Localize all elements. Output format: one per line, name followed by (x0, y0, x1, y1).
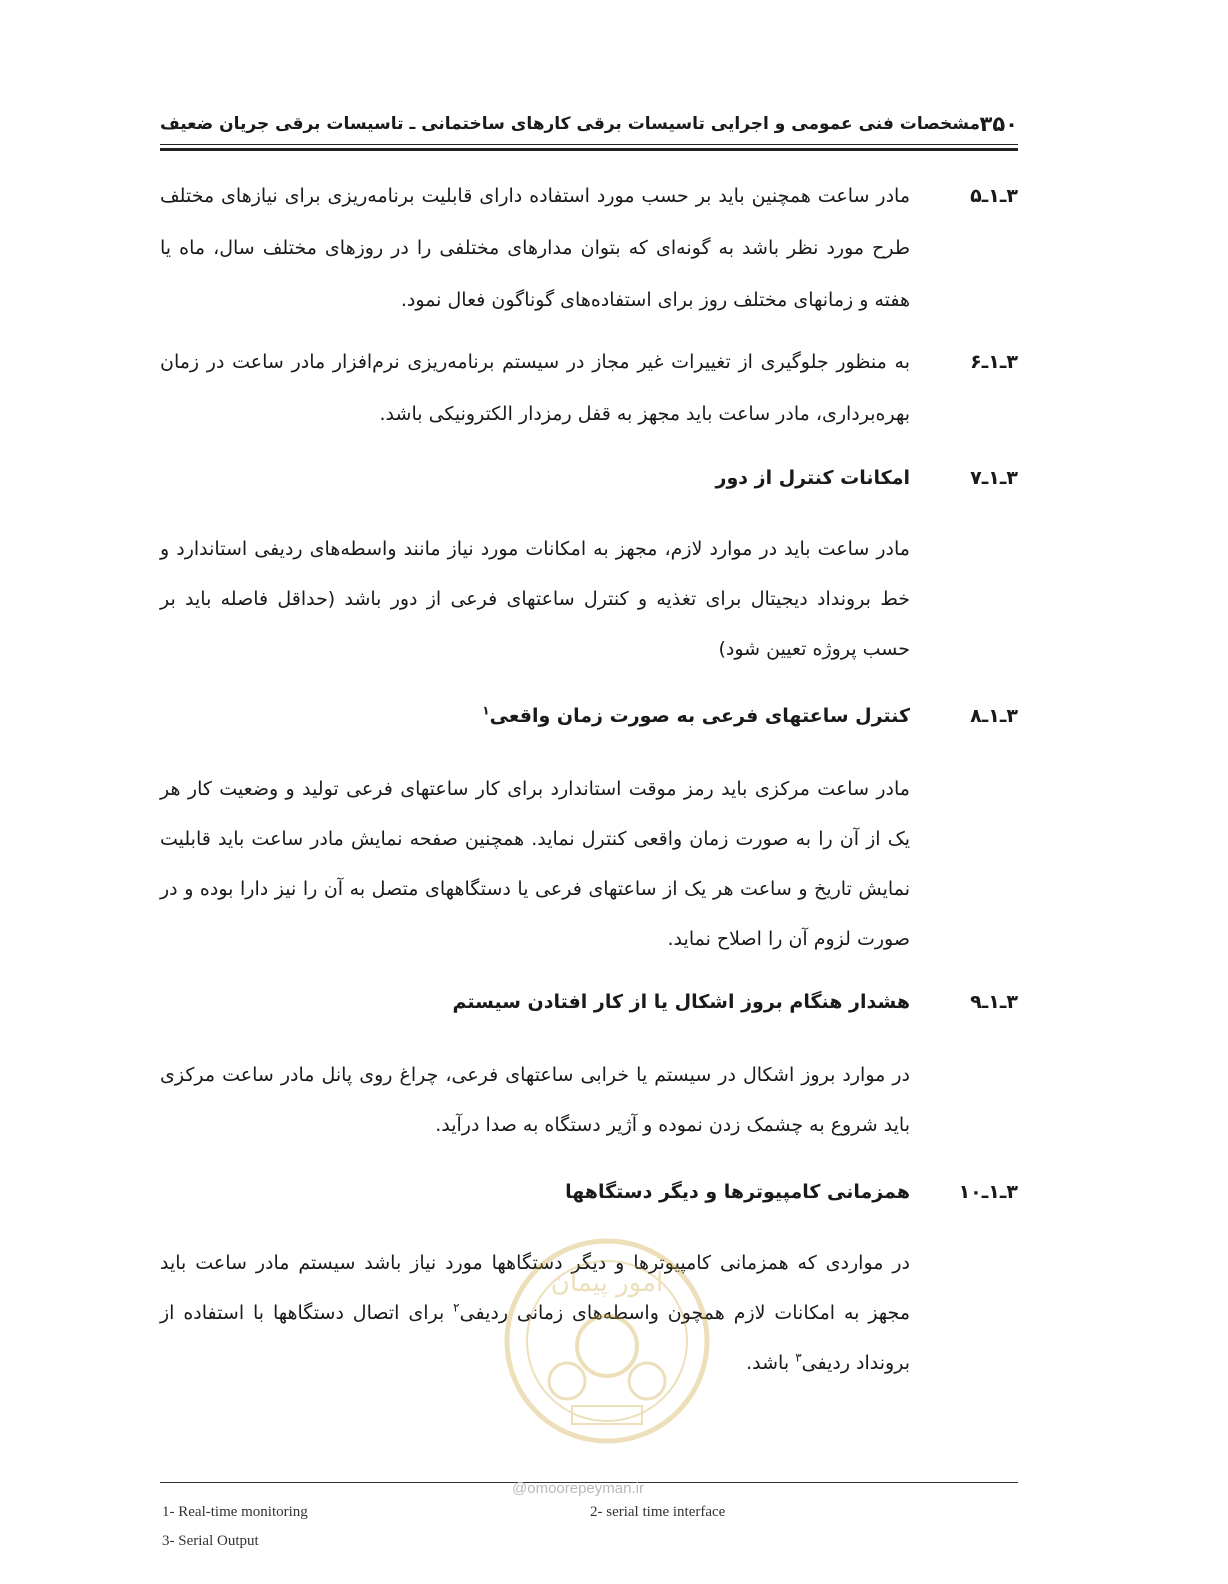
section-number: ۳ـ۱ـ۷ (970, 467, 1018, 489)
footnote-3: 3- Serial Output (162, 1533, 259, 1549)
section-3-1-9-text: در موارد بروز اشکال در سیستم یا خرابی ساعتهای فرعی، چراغ روی پانل مادر ساعت مرکزی باید شروع به چشمک زدن نموده و آژیر دستگاه به صدا درآید. (160, 1064, 910, 1136)
section-text: مادر ساعت همچنین باید بر حسب مورد استفاده دارای قابلیت برنامه‌ریزی برای نیازهای مختلف طرح مورد نظر باشد به گونه‌ای که بتوان مدارهای مختلفی را در روزهای مختلف سال، ماه یا هفته و زمانهای مختلف روز برای استفاده‌های گوناگون فعال نمود. (160, 185, 910, 311)
section-3-1-9 (160, 976, 1018, 1028)
section-heading (160, 690, 910, 742)
section-3-1-8 (160, 690, 1018, 742)
section-3-1-10 (160, 1166, 1018, 1218)
section-heading: همزمانی کامپیوترها و دیگر دستگاهها (565, 1181, 910, 1203)
footnote-1: 1- Real-time monitoring (162, 1504, 308, 1520)
page-number: ۳۵۰ (979, 112, 1018, 136)
section-heading: هشدار هنگام بروز اشکال یا از کار افتادن سیستم (452, 991, 910, 1013)
page-header (160, 108, 1018, 142)
running-title: مشخصات فنی عمومی و اجرایی تاسیسات برقی کارهای ساختمانی ـ تاسیسات برقی جریان ضعیف (160, 114, 981, 134)
watermark-logo (502, 1236, 712, 1446)
section-number: ۳ـ۱ـ۶ (970, 351, 1018, 373)
text-part-a: در مواردی که همزمانی کامپیوترها و دیگر دستگاهها مورد نیاز باشد سیستم مادر ساعت باید مجهز به امکانات لازم همچون واسطه‌های زمانی ردیفی (160, 1252, 911, 1324)
footnote-ref-1: ۱ (482, 703, 490, 718)
footnote-2: 2- serial time interface (590, 1504, 726, 1520)
section-number: ۳ـ۱ـ۵ (970, 185, 1018, 207)
header-rule-thin (160, 144, 1018, 145)
section-number: ۳ـ۱ـ۹ (970, 991, 1018, 1013)
section-3-1-5 (160, 170, 1018, 326)
section-3-1-7-text: مادر ساعت باید در موارد لازم، مجهز به امکانات مورد نیاز مانند واسطه‌های ردیفی استاندارد و خط برونداد دیجیتال برای تغذیه و کنترل ساعتهای فرعی از دور باشد (حداقل فاصله باید بر حسب پروژه تعیین شود) (160, 538, 910, 660)
section-3-1-7 (160, 452, 1018, 504)
heading-text: کنترل ساعتهای فرعی به صورت زمان واقعی (489, 705, 910, 727)
section-number: ۳ـ۱ـ۸ (970, 705, 1018, 727)
section-number: ۳ـ۱ـ۱۰ (958, 1181, 1018, 1203)
footnote-ref-2: ۲ (453, 1300, 460, 1315)
text-part-c: باشد. (746, 1352, 790, 1374)
section-3-1-8-text: مادر ساعت مرکزی باید رمز موقت استاندارد برای کار ساعتهای فرعی تولید و وضعیت کار هر یک از آن را به صورت زمان واقعی کنترل نماید. همچنین صفحه نمایش مادر ساعت باید قابلیت نمایش تاریخ و ساعت هر یک از ساعتهای فرعی یا دستگاههای متصل به آن را نیز دارا بوده و در صورت لزوم آن را اصلاح نماید. (160, 778, 910, 950)
section-heading: امکانات کنترل از دور (715, 467, 910, 489)
watermark-url: @omoorepeyman.ir (512, 1480, 644, 1497)
watermark-logo-text: امور پیمان (550, 1268, 664, 1298)
text-part-b: برای اتصال دستگاهها با استفاده از برونداد ردیفی (160, 1302, 910, 1374)
header-rule-thick (160, 148, 1018, 151)
footnote-ref-3: ۳ (795, 1350, 802, 1365)
section-text: به منظور جلوگیری از تغییرات غیر مجاز در سیستم برنامه‌ریزی نرم‌افزار مادر ساعت در زمان بهره‌برداری، مادر ساعت باید مجهز به قفل رمزدار الکترونیکی باشد. (160, 351, 910, 425)
section-3-1-6 (160, 336, 1018, 440)
